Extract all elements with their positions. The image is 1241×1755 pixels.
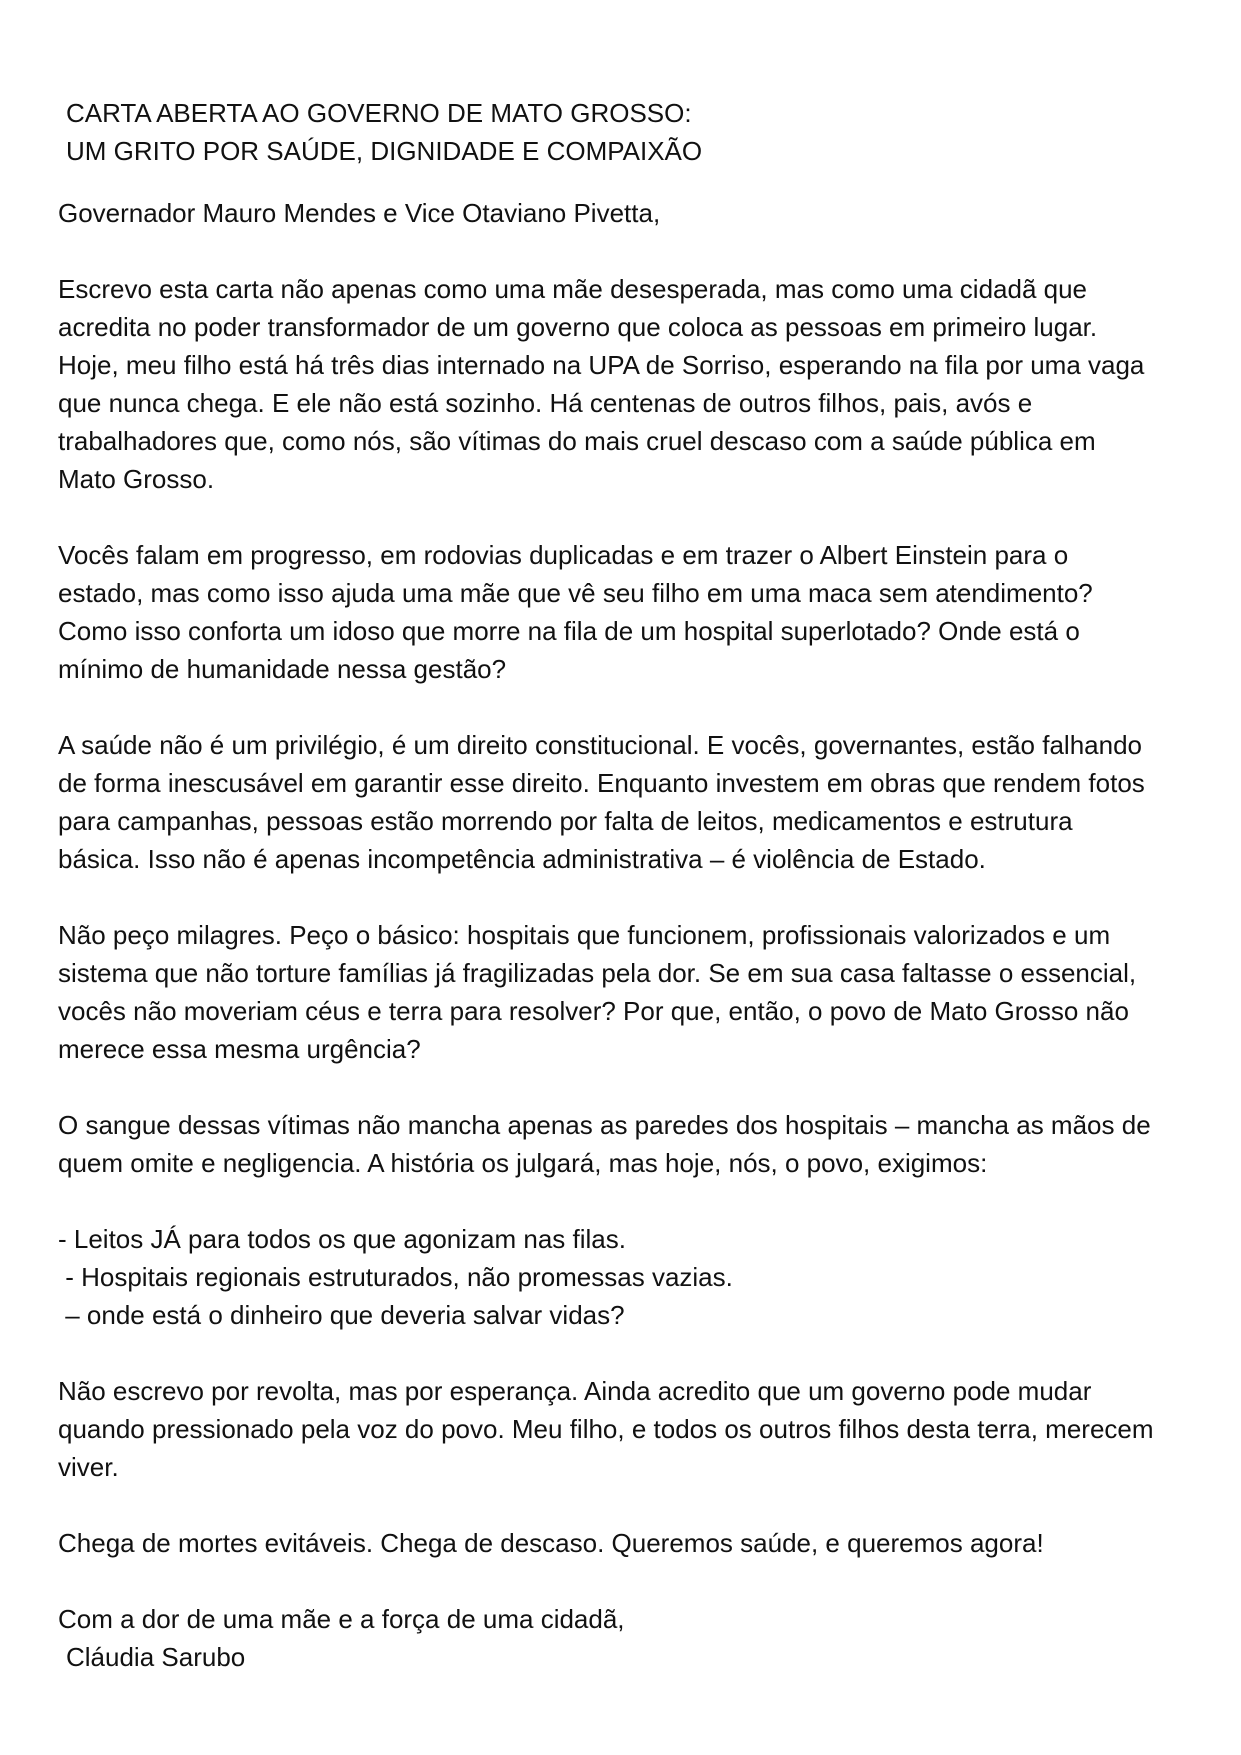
paragraph-2: Vocês falam em progresso, em rodovias duplicadas e em trazer o Albert Einstein para o estado, mas como isso ajuda uma mãe que vê seu filho em uma maca sem atendimento? Como isso conforta um idoso que morre na fila de um hospital superlotado? Onde está o mínimo de humanidade nessa gestão? xyxy=(58,540,1093,684)
sign-off: Com a dor de uma mãe e a força de uma cidadã, xyxy=(58,1604,625,1634)
letter-title xyxy=(66,94,1188,170)
letter-page xyxy=(58,94,1188,1676)
paragraph-1: Escrevo esta carta não apenas como uma mãe desesperada, mas como uma cidadã que acredita no poder transformador de um governo que coloca as pessoas em primeiro lugar. Hoje, meu filho está há três dias internado na UPA de Sorriso, esperando na fila por uma vaga que nunca chega. E ele não está sozinho. Há centenas de outros filhos, pais, avós e trabalhadores que, como nós, são vítimas do mais cruel descaso com a saúde pública em Mato Grosso. xyxy=(58,274,1145,494)
title-line-1: CARTA ABERTA AO GOVERNO DE MATO GROSSO: xyxy=(66,98,692,128)
paragraph-5: O sangue dessas vítimas não mancha apenas as paredes dos hospitais – mancha as mãos de quem omite e negligencia. A história os julgará, mas hoje, nós, o povo, exigimos: xyxy=(58,1110,1151,1178)
demand-item-2: - Hospitais regionais estruturados, não promessas vazias. xyxy=(58,1262,733,1292)
salutation: Governador Mauro Mendes e Vice Otaviano Pivetta, xyxy=(58,198,661,228)
paragraph-4: Não peço milagres. Peço o básico: hospitais que funcionem, profissionais valorizados e um sistema que não torture famílias já fragilizadas pela dor. Se em sua casa faltasse o essencial, vocês não moveriam céus e terra para resolver? Por que, então, o povo de Mato Grosso não merece essa mesma urgência? xyxy=(58,920,1137,1064)
title-line-2: UM GRITO POR SAÚDE, DIGNIDADE E COMPAIXÃO xyxy=(66,136,703,166)
demands-list xyxy=(58,1220,1188,1334)
demand-item-1: - Leitos JÁ para todos os que agonizam nas filas. xyxy=(58,1224,626,1254)
closing-paragraph-1: Não escrevo por revolta, mas por esperança. Ainda acredito que um governo pode mudar quando pressionado pela voz do povo. Meu filho, e todos os outros filhos desta terra, merecem viver. xyxy=(58,1376,1154,1482)
paragraph-3: A saúde não é um privilégio, é um direito constitucional. E vocês, governantes, estão falhando de forma inescusável em garantir esse direito. Enquanto investem em obras que rendem fotos para campanhas, pessoas estão morrendo por falta de leitos, medicamentos e estrutura básica. Isso não é apenas incompetência administrativa – é violência de Estado. xyxy=(58,730,1145,874)
sign-off-block xyxy=(58,1600,1188,1676)
closing-paragraph-2: Chega de mortes evitáveis. Chega de descaso. Queremos saúde, e queremos agora! xyxy=(58,1528,1044,1558)
demand-item-3: – onde está o dinheiro que deveria salvar vidas? xyxy=(58,1300,625,1330)
signature-name: Cláudia Sarubo xyxy=(66,1642,246,1672)
